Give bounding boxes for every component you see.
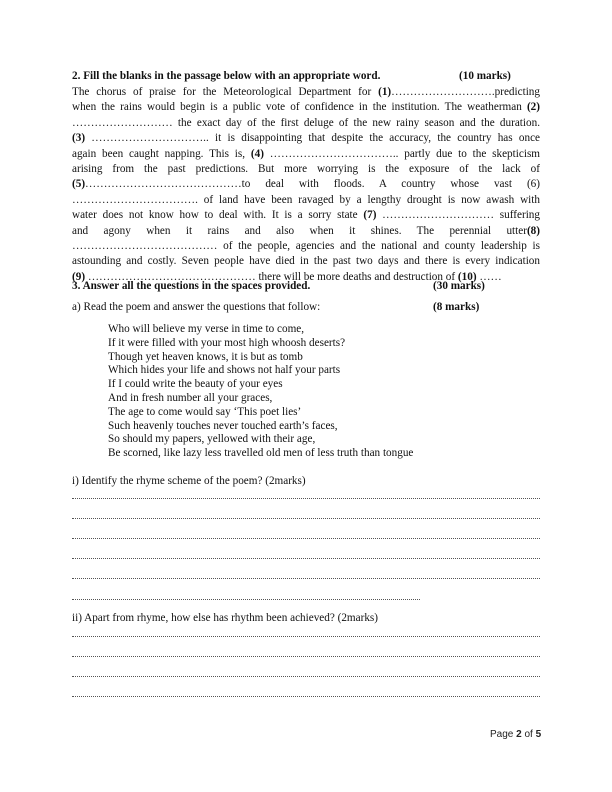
page-current: 2 xyxy=(516,729,522,740)
passage-line xyxy=(72,193,540,208)
passage-line xyxy=(72,116,540,131)
passage-text: …… xyxy=(476,270,502,283)
passage-line xyxy=(72,162,540,177)
page-prefix: Page xyxy=(490,729,517,740)
answer-line[interactable] xyxy=(72,656,540,657)
passage-text: ……………………………………to deal with floods. A country whose vast (6) xyxy=(85,178,540,191)
passage-text: when the rains would begin is a public vote of confidence in the institution. The weatherman xyxy=(72,101,527,114)
passage-text: ………………………… suffering xyxy=(376,209,540,222)
section-2-title xyxy=(72,70,380,82)
blank-number: (10) xyxy=(457,270,477,283)
passage-text: water does not know how to deal with. It is a sorry state xyxy=(72,209,364,222)
answer-line[interactable] xyxy=(72,498,540,499)
question-ii: ii) Apart from rhyme, how else has rhythm been achieved? (2marks) xyxy=(72,612,379,624)
blank-number: (8) xyxy=(526,224,540,237)
section-2-title-text: 2. Fill the blanks in the passage below with an appropriate word. xyxy=(72,70,381,82)
poem-line: Be scorned, like lazy less travelled old men of less truth than tongue xyxy=(108,447,414,460)
fill-in-passage xyxy=(72,85,540,285)
blank-number: (3) xyxy=(72,132,86,145)
poem-line: If it were filled with your most high whoosh deserts? xyxy=(108,336,346,349)
section-2-marks: (10 marks) xyxy=(459,70,511,82)
question-i: i) Identify the rhyme scheme of the poem? (2marks) xyxy=(72,475,306,487)
blank-number: (2) xyxy=(526,101,540,114)
poem-line: The age to come would say ‘This poet lies’ xyxy=(108,405,302,418)
passage-line xyxy=(72,131,540,146)
passage-line xyxy=(72,177,540,192)
answer-line[interactable] xyxy=(72,538,540,539)
part-a-instruction: a) Read the poem and answer the questions that follow: xyxy=(72,301,321,313)
page-number xyxy=(490,729,541,740)
blank-number: (9) xyxy=(72,270,86,283)
passage-line xyxy=(72,147,540,162)
answer-line[interactable] xyxy=(72,599,420,600)
blank-number: (4) xyxy=(250,147,264,160)
passage-line xyxy=(72,85,540,100)
passage-line xyxy=(72,224,540,239)
passage-text: ……………………….predicting xyxy=(391,86,540,98)
passage-line xyxy=(72,100,540,115)
blank-number: (7) xyxy=(363,209,377,222)
passage-text: again been caught napping. This is, xyxy=(72,147,251,160)
section-3-title: 3. Answer all the questions in the spaces provided. xyxy=(72,280,311,292)
page-total: 5 xyxy=(535,729,542,740)
answer-line[interactable] xyxy=(72,578,540,579)
passage-text: astounding and costly. Seven people have died in the past two days and there is every indication xyxy=(72,255,540,268)
passage-text: …………………………….. partly due to the skepticism xyxy=(263,147,540,160)
poem-line: Such heavenly touches never touched earth’s faces, xyxy=(108,419,338,432)
passage-text: ………………………….. it is disappointing that despite the accuracy, the country has once xyxy=(85,132,540,145)
poem-line: Which hides your life and shows not half your parts xyxy=(108,364,341,377)
passage-text: ……………………… the exact day of the first deluge of the new rainy season and the duration. xyxy=(72,116,540,129)
passage-text: arising from the past predictions. But more worrying is the exposure of the lack of xyxy=(72,162,540,175)
passage-line xyxy=(72,208,540,223)
passage-text: The chorus of praise for the Meteorological Department for xyxy=(72,86,379,98)
passage-text: ………………………………… of the people, agencies and the national and county leadership is xyxy=(72,239,540,252)
passage-text: ……………………………………… there will be more deaths and destruction of xyxy=(85,270,458,283)
poem-line: So should my papers, yellowed with their age, xyxy=(108,433,316,446)
part-a-marks: (8 marks) xyxy=(433,301,480,313)
answer-line[interactable] xyxy=(72,558,540,559)
answer-line[interactable] xyxy=(72,636,540,637)
blank-number: (1) xyxy=(378,86,392,98)
passage-line xyxy=(72,239,540,254)
passage-text: and agony when it rains and also when it shines. The perennial utter xyxy=(72,224,527,237)
answer-line[interactable] xyxy=(72,518,540,519)
blank-number: (5) xyxy=(72,178,86,191)
poem-line: Though yet heaven knows, it is but as tomb xyxy=(108,350,303,363)
section-3-marks: (30 marks) xyxy=(433,280,485,292)
poem-line: Who will believe my verse in time to come, xyxy=(108,323,305,335)
poem-line: If I could write the beauty of your eyes xyxy=(108,378,283,391)
passage-line xyxy=(72,254,540,269)
answer-line[interactable] xyxy=(72,676,540,677)
answer-line[interactable] xyxy=(72,696,540,697)
page-of: of xyxy=(521,729,536,740)
poem xyxy=(108,323,413,461)
poem-line: And in fresh number all your graces, xyxy=(108,391,273,404)
passage-text: ……………………………. of land have been ravaged by a lengthy drought is now awash with xyxy=(72,193,540,206)
